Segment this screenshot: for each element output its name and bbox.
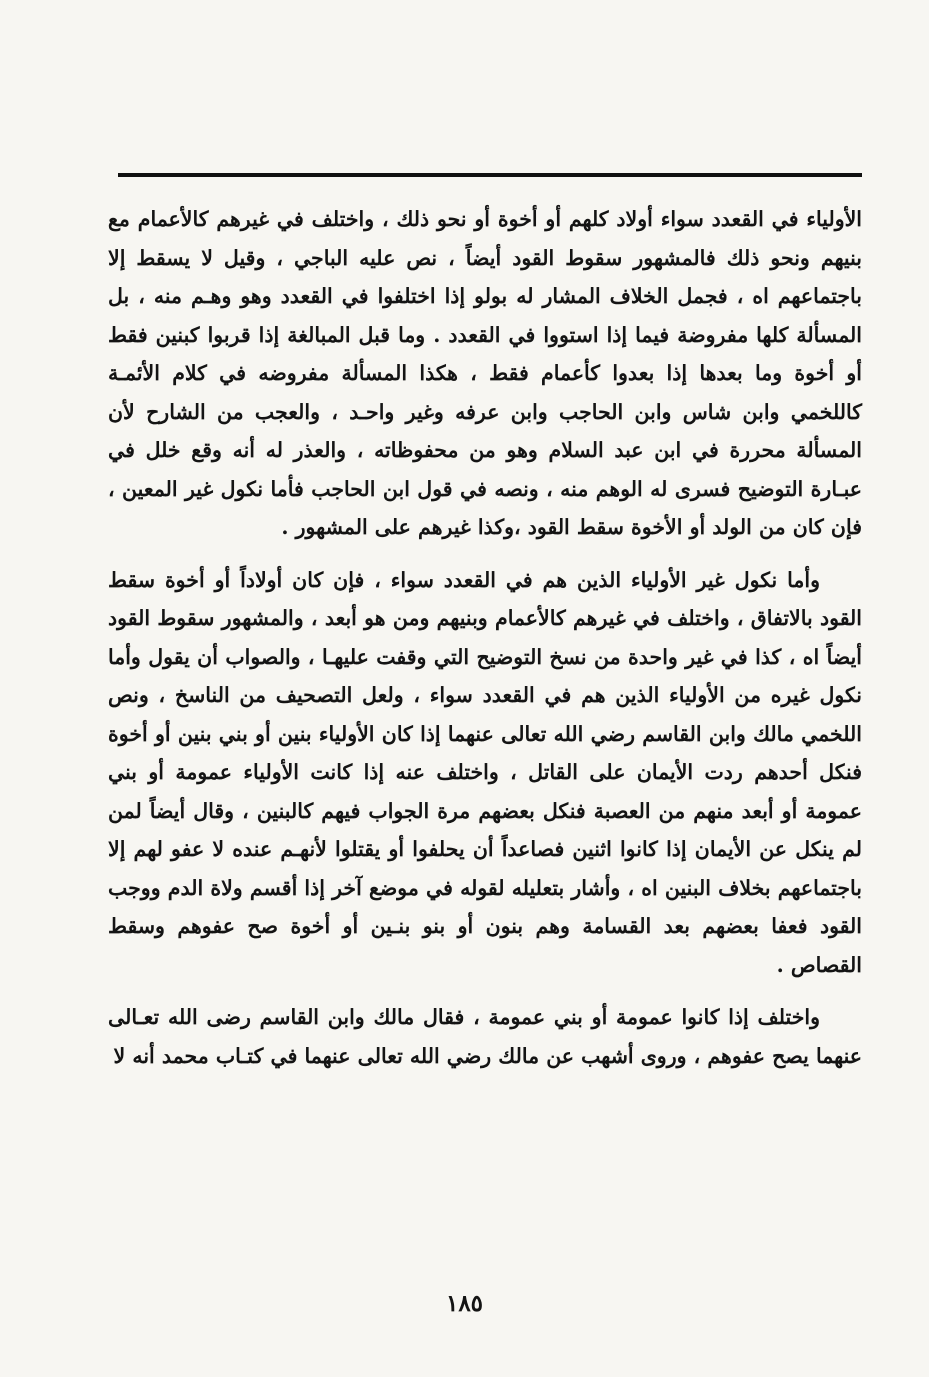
page-number: ١٨٥: [445, 1290, 484, 1317]
paragraph-1: الأولياء في القعدد سواء أولاد كلهم أو أخوة أو نحو ذلك ، واختلف في غيرهم كالأعمام مع بنيهم ونحو ذلك فالمشهور سقوط القود أيضاً ، نص عليه الباجي ، وقيل لا يسقط إلا باجتماعهم اه ، فجمل الخلاف المشار له بولو إذا اختلفوا في القعدد وهو وهـم منه ، بل المسألة كلها مفروضة فيما إذا استووا في القعدد . وما قبل المبالغة إذا قربوا كبنين فقط أو أخوة وما بعدها إذا بعدوا كأعمام فقط ، هكذا المسألة مفروضه في كلام الأئمـة كاللخمي وابن شاس وابن الحاجب وابن عرفه وغير واحـد ، والعجب من الشارح لأن المسألة محررة في ابن عبد السلام وهو من محفوظاته ، والعذر له أنه وقع خلل في عبـارة التوضيح فسرى له الوهم منه ، ونصه في قول ابن الحاجب فأما نكول غير المعين ، فإن كان من الولد أو الأخوة سقط القود ،وكذا غيرهم على المشهور .: [108, 207, 862, 539]
paragraph-2: وأما نكول غير الأولياء الذين هم في القعدد سواء ، فإن كان أولاداً أو أخوة سقط القود بالاتفاق ، واختلف في غيرهم كالأعمام وبنيهم ومن هو أبعد ، والمشهور سقوط القود أيضاً اه ، كذا في غير واحدة من نسخ التوضيح التي وقفت عليهـا ، والصواب أن يقول وأما نكول غيره من الأولياء الذين هم في القعدد سواء ، ولعل التصحيف من الناسخ ، ونص اللخمي مالك وابن القاسم رضي الله تعالى عنهما إذا كان الأولياء بنين أو بني بنين أو أخوة فنكل أحدهم ردت الأيمان على القاتل ، واختلف عنه إذا كانت الأولياء عمومة أو بني عمومة أو أبعد منهم من العصبة فنكل بعضهم مرة الجواب فيهم كالبنين ، وقال أيضاً لمن لم ينكل عن الأيمان إذا كانوا اثنين فصاعداً أن يحلفوا أو يقتلوا لأنهـم عنده لا عفو لهم إلا باجتماعهم بخلاف البنين اه ، وأشار بتعليله لقوله في موضع آخر إذا أقسم ولاة الدم ووجب القود فعفا بعضهم بعد القسامة وهم بنون أو بنو بنـين أو أخوة صح عفوهم وسقط القصاص .: [108, 567, 862, 977]
body-text: [108, 200, 862, 1075]
header-rule: [118, 173, 862, 177]
paragraph-3: واختلف إذا كانوا عمومة أو بني عمومة ، فقال مالك وابن القاسم رضى الله تعـالى عنهما يصح عفوهم ، وروى أشهب عن مالك رضي الله تعالى عنهما في كتـاب محمد أنه لا: [108, 1005, 862, 1068]
